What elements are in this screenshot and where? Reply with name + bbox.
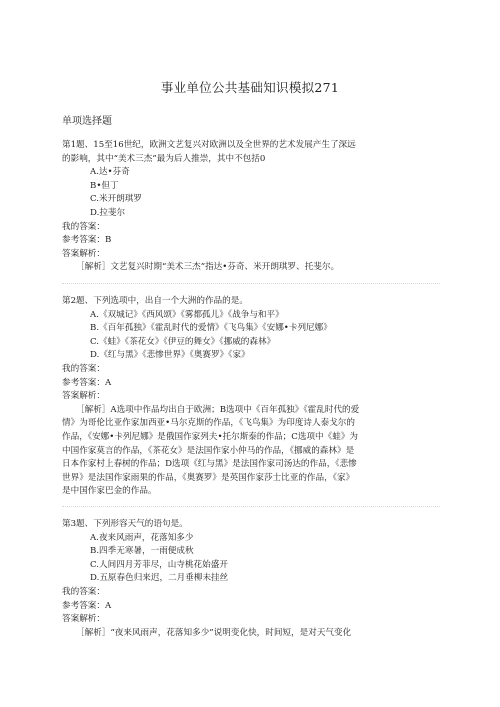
question-3 <box>62 518 442 640</box>
option-b: B•但丁 <box>90 180 119 191</box>
explanation-line: ［解析］“夜来风雨声，花落知多少”说明变化快，时间短，是对天气变化 <box>76 627 352 638</box>
explanation-line: 作品，《安娜•卡列尼娜》是俄国作家列夫•托尔斯泰的作品；C选项中《蛙》为 <box>62 431 359 442</box>
option-c: C.米开朗琪罗 <box>90 194 142 205</box>
option-c: C.人间四月芳菲尽，山寺桃花始盛开 <box>90 559 228 570</box>
question-divider <box>62 506 440 507</box>
option-a: A.《双城记》《西风颂》《雾都孤儿》《战争与和平》 <box>90 309 284 320</box>
explanation-line: 世界》是法国作家雨果的作品，《奥赛罗》是英国作家莎士比亚的作品，《家》 <box>62 472 355 483</box>
question-divider <box>62 283 440 284</box>
option-a: A.夜来风雨声，花落知多少 <box>90 532 194 543</box>
question-1 <box>62 139 442 275</box>
reference-answer-label: 参考答案： <box>62 235 105 246</box>
my-answer-label: 我的答案： <box>62 586 105 597</box>
my-answer-label: 我的答案： <box>62 221 105 232</box>
my-answer-label: 我的答案： <box>62 363 105 374</box>
reference-answer-value: B <box>104 235 112 246</box>
question-stem-line: 第3题、下列形容天气的语句是。 <box>62 519 188 529</box>
explanation-line: 日本作家村上春树的作品；D选项《红与黑》是法国作家司汤达的作品，《悲惨 <box>62 459 357 470</box>
section-heading: 单项选择题 <box>62 116 112 127</box>
reference-answer-value: A <box>104 377 112 388</box>
option-d: D.拉斐尔 <box>90 207 126 218</box>
analysis-label: 答案解析： <box>62 614 105 625</box>
option-d: D.五原春色归来迟，二月垂柳未挂丝 <box>90 573 229 584</box>
option-b: B.四季无寒暑，一雨便成秋 <box>90 546 194 557</box>
question-stem-line: 第2题、下列选项中，出自一个大洲的作品的是。 <box>62 296 248 306</box>
option-b: B.《百年孤独》《霍乱时代的爱情》《飞鸟集》《安娜•卡列尼娜》 <box>90 323 332 334</box>
reference-answer <box>62 234 442 248</box>
option-d: D.《红与黑》《悲惨世界》《奥赛罗》《家》 <box>90 350 250 361</box>
explanation-line: 情》为哥伦比亚作家加西亚•马尔克斯的作品，《飞鸟集》为印度诗人泰戈尔的 <box>62 418 355 429</box>
reference-answer-value: A <box>104 600 112 611</box>
option-c: C.《蛙》《茶花女》《伊豆的舞女》《挪威的森林》 <box>90 336 276 347</box>
analysis-label: 答案解析： <box>62 391 105 402</box>
reference-answer-label: 参考答案： <box>62 377 105 388</box>
reference-answer <box>62 377 442 391</box>
question-2 <box>62 295 442 499</box>
page-title: 事业单位公共基础知识模拟271 <box>160 80 340 95</box>
explanation-line: 是中国作家巴金的作品。 <box>62 486 157 497</box>
question-stem-line: 的影响，其中“美术三杰”最为后人推崇，其中不包括0 <box>62 153 266 164</box>
reference-answer-label: 参考答案： <box>62 600 105 611</box>
option-a: A.达•芬奇 <box>90 167 130 178</box>
explanation-line: 中国作家莫言的作品，《茶花女》是法国作家小仲马的作品，《挪威的森林》是 <box>62 445 355 456</box>
analysis-label: 答案解析： <box>62 248 105 259</box>
explanation-line: ［解析］文艺复兴时期“美术三杰”指达•芬奇、米开朗琪罗、托斐尔。 <box>76 262 340 273</box>
question-stem-line: 第1题、15至16世纪，欧洲文艺复兴对欧洲以及全世界的艺术发展产生了深远 <box>62 140 356 150</box>
reference-answer <box>62 600 442 614</box>
explanation-line: ［解析］A选项中作品均出自于欧洲；B选项中《百年孤独》《霍乱时代的爱 <box>76 404 360 415</box>
